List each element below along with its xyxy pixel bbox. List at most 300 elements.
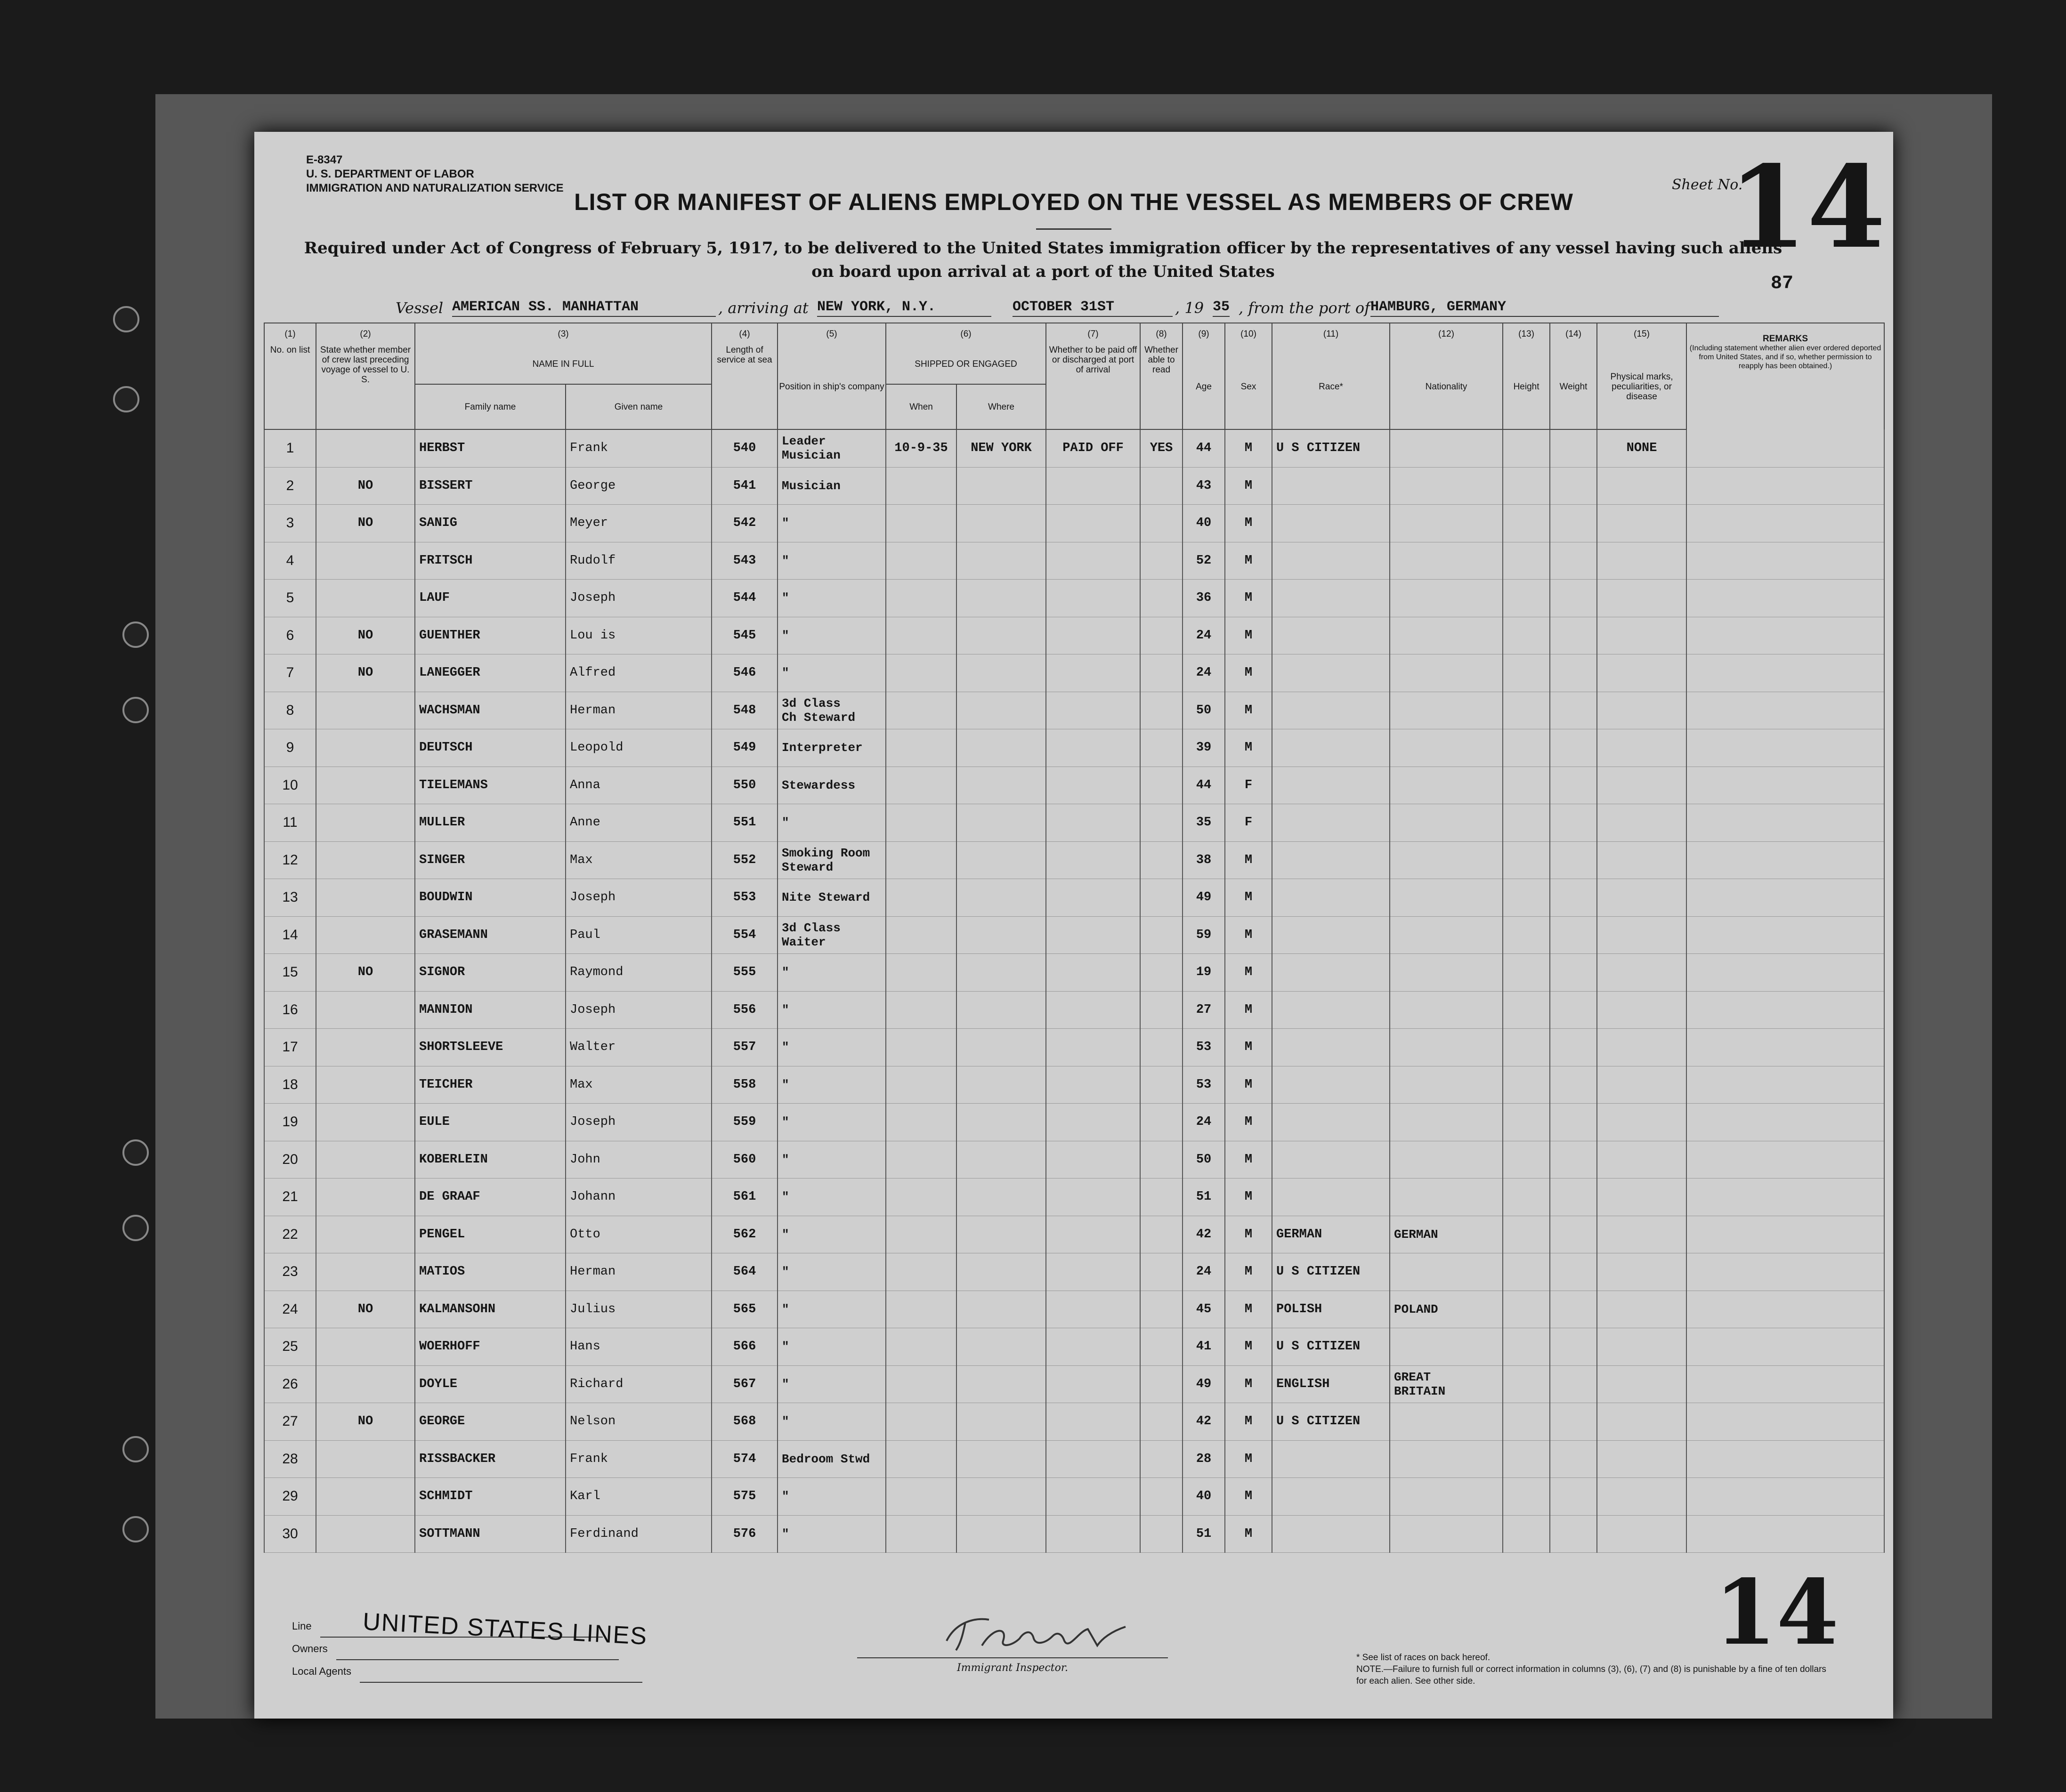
age-cell: 35 [1183,804,1225,842]
race-cell [1272,1029,1390,1066]
able-to-read-cell [1140,1141,1183,1179]
arrival-year: 35 [1213,299,1230,317]
position-cell: " [778,1328,886,1366]
shipped-where-cell [956,692,1046,729]
height-cell [1503,429,1550,467]
col-num: (8) [1140,323,1183,344]
position-cell: " [778,1291,886,1328]
service-length-cell: 562 [712,1216,778,1253]
shipped-where-cell [956,1066,1046,1104]
able-to-read-cell [1140,617,1183,654]
from-port-label: , from the port of [1239,299,1370,317]
paid-off-cell [1046,654,1140,692]
weight-cell [1550,580,1597,617]
form-number: E-8347 [306,153,343,166]
shipped-where-cell [956,954,1046,992]
physical-marks-cell [1597,617,1686,654]
physical-marks-cell [1597,542,1686,580]
family-name-cell: HERBST [415,429,566,467]
position-cell: " [778,1515,886,1553]
sex-cell: M [1225,1029,1272,1066]
remarks-cell [1686,767,1884,804]
physical-marks-cell [1597,1515,1686,1553]
paid-off-cell [1046,1328,1140,1366]
race-cell: U S CITIZEN [1272,1403,1390,1441]
table-row [264,1291,1884,1328]
weight-cell [1550,692,1597,729]
table-row [264,1328,1884,1366]
col-physical-marks: Physical marks, peculiarities, or disease [1597,344,1686,429]
nationality-cell [1390,542,1503,580]
paid-off-cell [1046,1216,1140,1253]
family-name-cell: LANEGGER [415,654,566,692]
weight-cell [1550,954,1597,992]
col-race: Race* [1272,344,1390,429]
sex-cell: M [1225,916,1272,954]
inspector-signature [937,1613,1135,1655]
col-num: (3) [415,323,712,344]
shipped-when-cell [886,767,956,804]
shipped-when-cell [886,467,956,505]
family-name-cell: DE GRAAF [415,1179,566,1216]
family-name-cell: TIELEMANS [415,767,566,804]
able-to-read-cell [1140,580,1183,617]
row-number-cell: 12 [264,841,316,879]
family-name-cell: KOBERLEIN [415,1141,566,1179]
sheet-label: Sheet No. [1672,177,1743,193]
weight-cell [1550,617,1597,654]
weight-cell [1550,991,1597,1029]
height-cell [1503,1478,1550,1516]
table-row [264,617,1884,654]
age-cell: 53 [1183,1066,1225,1104]
service-length-cell: 565 [712,1291,778,1328]
sex-cell: M [1225,1179,1272,1216]
previous-voyage-cell [316,916,415,954]
sex-cell: M [1225,1365,1272,1403]
height-cell [1503,954,1550,992]
age-cell: 42 [1183,1216,1225,1253]
family-name-cell: WOERHOFF [415,1328,566,1366]
remarks-cell [1686,841,1884,879]
weight-cell [1550,841,1597,879]
table-row [264,804,1884,842]
crew-rows [264,429,1884,1553]
position-cell: " [778,505,886,542]
sex-cell: M [1225,1216,1272,1253]
remarks-cell [1686,654,1884,692]
remarks-cell [1686,729,1884,767]
paid-off-cell [1046,841,1140,879]
family-name-cell: KALMANSOHN [415,1291,566,1328]
height-cell [1503,580,1550,617]
previous-voyage-cell [316,1066,415,1104]
remarks-cell [1686,1328,1884,1366]
race-cell: U S CITIZEN [1272,429,1390,467]
able-to-read-cell: YES [1140,429,1183,467]
given-name-cell: Nelson [566,1403,712,1441]
previous-voyage-cell [316,879,415,917]
race-cell [1272,617,1390,654]
nationality-cell [1390,1403,1503,1441]
age-cell: 40 [1183,1478,1225,1516]
sex-cell: M [1225,729,1272,767]
family-name-cell: SOTTMANN [415,1515,566,1553]
table-row [264,916,1884,954]
able-to-read-cell [1140,1179,1183,1216]
sex-cell: M [1225,617,1272,654]
table-row [264,542,1884,580]
shipped-when-cell [886,729,956,767]
given-name-cell: Leopold [566,729,712,767]
height-cell [1503,1104,1550,1141]
paid-off-cell [1046,1515,1140,1553]
paid-off-cell [1046,1179,1140,1216]
shipped-when-cell [886,692,956,729]
age-cell: 19 [1183,954,1225,992]
table-row [264,1403,1884,1441]
able-to-read-cell [1140,1291,1183,1328]
height-cell [1503,467,1550,505]
nationality-cell [1390,767,1503,804]
table-row [264,654,1884,692]
weight-cell [1550,767,1597,804]
age-cell: 59 [1183,916,1225,954]
position-cell: " [778,954,886,992]
col-able-to-read: Whether able to read [1140,344,1183,429]
race-cell [1272,1478,1390,1516]
able-to-read-cell [1140,654,1183,692]
height-cell [1503,729,1550,767]
shipped-when-cell [886,1403,956,1441]
family-name-cell: GEORGE [415,1403,566,1441]
shipped-when-cell [886,804,956,842]
col-sex: Sex [1225,344,1272,429]
table-row [264,1029,1884,1066]
previous-voyage-cell [316,1328,415,1366]
nationality-cell [1390,916,1503,954]
physical-marks-cell [1597,1440,1686,1478]
service-length-cell: 559 [712,1104,778,1141]
col-num: (9) [1183,323,1225,344]
weight-cell [1550,542,1597,580]
shipped-where-cell [956,1328,1046,1366]
previous-voyage-cell: NO [316,617,415,654]
service-length-cell: 574 [712,1440,778,1478]
sex-cell: M [1225,1291,1272,1328]
position-cell: " [778,1216,886,1253]
race-cell [1272,1179,1390,1216]
race-cell [1272,1141,1390,1179]
given-name-cell: Anna [566,767,712,804]
inspector-rule [857,1657,1168,1658]
service-length-cell: 558 [712,1066,778,1104]
table-row [264,729,1884,767]
previous-voyage-cell [316,1253,415,1291]
service-length-cell: 550 [712,767,778,804]
age-cell: 53 [1183,1029,1225,1066]
shipped-when-cell [886,1328,956,1366]
given-name-cell: Karl [566,1478,712,1516]
previous-voyage-cell [316,1029,415,1066]
nationality-cell: GERMAN [1390,1216,1503,1253]
previous-voyage-cell: NO [316,1403,415,1441]
paid-off-cell [1046,467,1140,505]
row-number-cell: 1 [264,429,316,467]
nationality-cell [1390,467,1503,505]
weight-cell [1550,1253,1597,1291]
age-cell: 50 [1183,1141,1225,1179]
race-cell: U S CITIZEN [1272,1328,1390,1366]
shipped-where-cell [956,804,1046,842]
col-length-of-service: Length of service at sea [712,344,778,429]
race-cell [1272,1104,1390,1141]
departure-port: HAMBURG, GERMANY [1370,299,1719,317]
given-name-cell: Rudolf [566,542,712,580]
position-cell: " [778,580,886,617]
race-cell [1272,767,1390,804]
position-cell: " [778,1365,886,1403]
race-cell: POLISH [1272,1291,1390,1328]
row-number-cell: 11 [264,804,316,842]
paid-off-cell [1046,505,1140,542]
service-length-cell: 554 [712,916,778,954]
remarks-cell [1686,1104,1884,1141]
height-cell [1503,1515,1550,1553]
table-row [264,1253,1884,1291]
height-cell [1503,654,1550,692]
age-cell: 36 [1183,580,1225,617]
physical-marks-cell [1597,1253,1686,1291]
weight-cell [1550,1478,1597,1516]
remarks-cell [1686,505,1884,542]
service-length-cell: 553 [712,879,778,917]
nationality-cell [1390,991,1503,1029]
service-length-cell: 542 [712,505,778,542]
service-length-cell: 556 [712,991,778,1029]
given-name-cell: Ferdinand [566,1515,712,1553]
paid-off-cell [1046,991,1140,1029]
weight-cell [1550,1104,1597,1141]
family-name-cell: LAUF [415,580,566,617]
position-cell: Nite Steward [778,879,886,917]
row-number-cell: 15 [264,954,316,992]
service-length-cell: 561 [712,1179,778,1216]
punch-hole [113,306,139,332]
previous-voyage-cell: NO [316,954,415,992]
title-rule [1036,228,1111,230]
nationality-cell: POLAND [1390,1291,1503,1328]
previous-voyage-cell [316,1478,415,1516]
able-to-read-cell [1140,1403,1183,1441]
shipped-when-cell [886,1216,956,1253]
table-row [264,991,1884,1029]
physical-marks-cell [1597,1365,1686,1403]
age-cell: 51 [1183,1179,1225,1216]
row-number-cell: 14 [264,916,316,954]
age-cell: 49 [1183,1365,1225,1403]
age-cell: 28 [1183,1440,1225,1478]
paid-off-cell [1046,1365,1140,1403]
weight-cell [1550,429,1597,467]
remarks-cell [1686,429,1884,467]
shipped-when-cell [886,617,956,654]
weight-cell [1550,1403,1597,1441]
agents-rule [360,1682,642,1683]
weight-cell [1550,467,1597,505]
owners-label: Owners [292,1643,328,1655]
able-to-read-cell [1140,916,1183,954]
remarks-cell [1686,1029,1884,1066]
paid-off-cell [1046,879,1140,917]
remarks-cell [1686,1066,1884,1104]
remarks-cell [1686,1440,1884,1478]
height-cell [1503,916,1550,954]
weight-cell [1550,916,1597,954]
vessel-label: Vessel [396,299,444,317]
row-number-cell: 3 [264,505,316,542]
shipped-where-cell [956,654,1046,692]
nationality-cell [1390,617,1503,654]
paid-off-cell [1046,1104,1140,1141]
service-length-cell: 568 [712,1403,778,1441]
table-row [264,1141,1884,1179]
position-cell: Leader Musician [778,429,886,467]
height-cell [1503,991,1550,1029]
physical-marks-cell: NONE [1597,429,1686,467]
physical-marks-cell [1597,692,1686,729]
previous-voyage-cell: NO [316,1291,415,1328]
col-family-name: Family name [415,384,566,429]
table-row [264,1478,1884,1516]
physical-marks-cell [1597,804,1686,842]
sex-cell: M [1225,505,1272,542]
paid-off-cell [1046,1291,1140,1328]
punch-hole [122,1436,149,1462]
previous-voyage-cell [316,580,415,617]
punch-hole [122,697,149,723]
family-name-cell: GUENTHER [415,617,566,654]
col-height: Height [1503,344,1550,429]
position-cell: Smoking Room Steward [778,841,886,879]
height-cell [1503,1328,1550,1366]
given-name-cell: Anne [566,804,712,842]
table-row [264,1440,1884,1478]
race-cell: ENGLISH [1272,1365,1390,1403]
shipped-where-cell [956,1365,1046,1403]
nationality-cell [1390,1104,1503,1141]
age-cell: 24 [1183,1104,1225,1141]
height-cell [1503,804,1550,842]
age-cell: 49 [1183,879,1225,917]
row-number-cell: 5 [264,580,316,617]
age-cell: 45 [1183,1291,1225,1328]
shipped-when-cell [886,841,956,879]
nationality-cell [1390,505,1503,542]
vessel-name: AMERICAN SS. MANHATTAN [452,299,716,317]
given-name-cell: Joseph [566,1104,712,1141]
given-name-cell: Lou is [566,617,712,654]
row-number-cell: 2 [264,467,316,505]
shipped-when-cell [886,954,956,992]
races-note: * See list of races on back hereof. [1356,1653,1491,1663]
row-number-cell: 30 [264,1515,316,1553]
row-number-cell: 23 [264,1253,316,1291]
given-name-cell: Walter [566,1029,712,1066]
col-num: (2) [316,323,415,344]
physical-marks-cell [1597,580,1686,617]
paid-off-cell [1046,692,1140,729]
age-cell: 44 [1183,767,1225,804]
nationality-cell [1390,654,1503,692]
shipped-when-cell [886,1291,956,1328]
row-number-cell: 7 [264,654,316,692]
race-cell [1272,879,1390,917]
remarks-cell [1686,1179,1884,1216]
col-shipped-when: When [886,384,956,429]
given-name-cell: Max [566,1066,712,1104]
weight-cell [1550,1141,1597,1179]
age-cell: 44 [1183,429,1225,467]
remarks-cell [1686,954,1884,992]
race-cell: GERMAN [1272,1216,1390,1253]
table-row [264,879,1884,917]
height-cell [1503,1029,1550,1066]
arrival-date: OCTOBER 31ST [1013,299,1173,317]
given-name-cell: Max [566,841,712,879]
previous-voyage-cell [316,542,415,580]
sex-cell: F [1225,767,1272,804]
position-cell: " [778,1478,886,1516]
sheet-number: 14 [1728,141,1886,274]
remarks-cell [1686,879,1884,917]
shipped-when-cell [886,654,956,692]
physical-marks-cell [1597,991,1686,1029]
service-length-cell: 567 [712,1365,778,1403]
col-list-number: No. on list [264,344,316,429]
shipped-when-cell: 10-9-35 [886,429,956,467]
service-length-cell: 549 [712,729,778,767]
family-name-cell: FRITSCH [415,542,566,580]
col-num: (13) [1503,323,1550,344]
age-cell: 52 [1183,542,1225,580]
given-name-cell: Joseph [566,879,712,917]
remarks-cell [1686,1515,1884,1553]
physical-marks-cell [1597,729,1686,767]
sex-cell: M [1225,1478,1272,1516]
physical-marks-cell [1597,916,1686,954]
age-cell: 24 [1183,654,1225,692]
position-cell: Bedroom Stwd [778,1440,886,1478]
shipped-where-cell [956,580,1046,617]
position-cell: " [778,617,886,654]
sex-cell: M [1225,1104,1272,1141]
row-number-cell: 22 [264,1216,316,1253]
remarks-cell [1686,991,1884,1029]
height-cell [1503,542,1550,580]
able-to-read-cell [1140,991,1183,1029]
family-name-cell: BOUDWIN [415,879,566,917]
sex-cell: F [1225,804,1272,842]
shipped-when-cell [886,1440,956,1478]
able-to-read-cell [1140,1029,1183,1066]
shipped-where-cell [956,916,1046,954]
able-to-read-cell [1140,1104,1183,1141]
race-cell [1272,1066,1390,1104]
nationality-cell [1390,804,1503,842]
col-position: Position in ship's company [778,344,886,429]
position-cell: " [778,1066,886,1104]
